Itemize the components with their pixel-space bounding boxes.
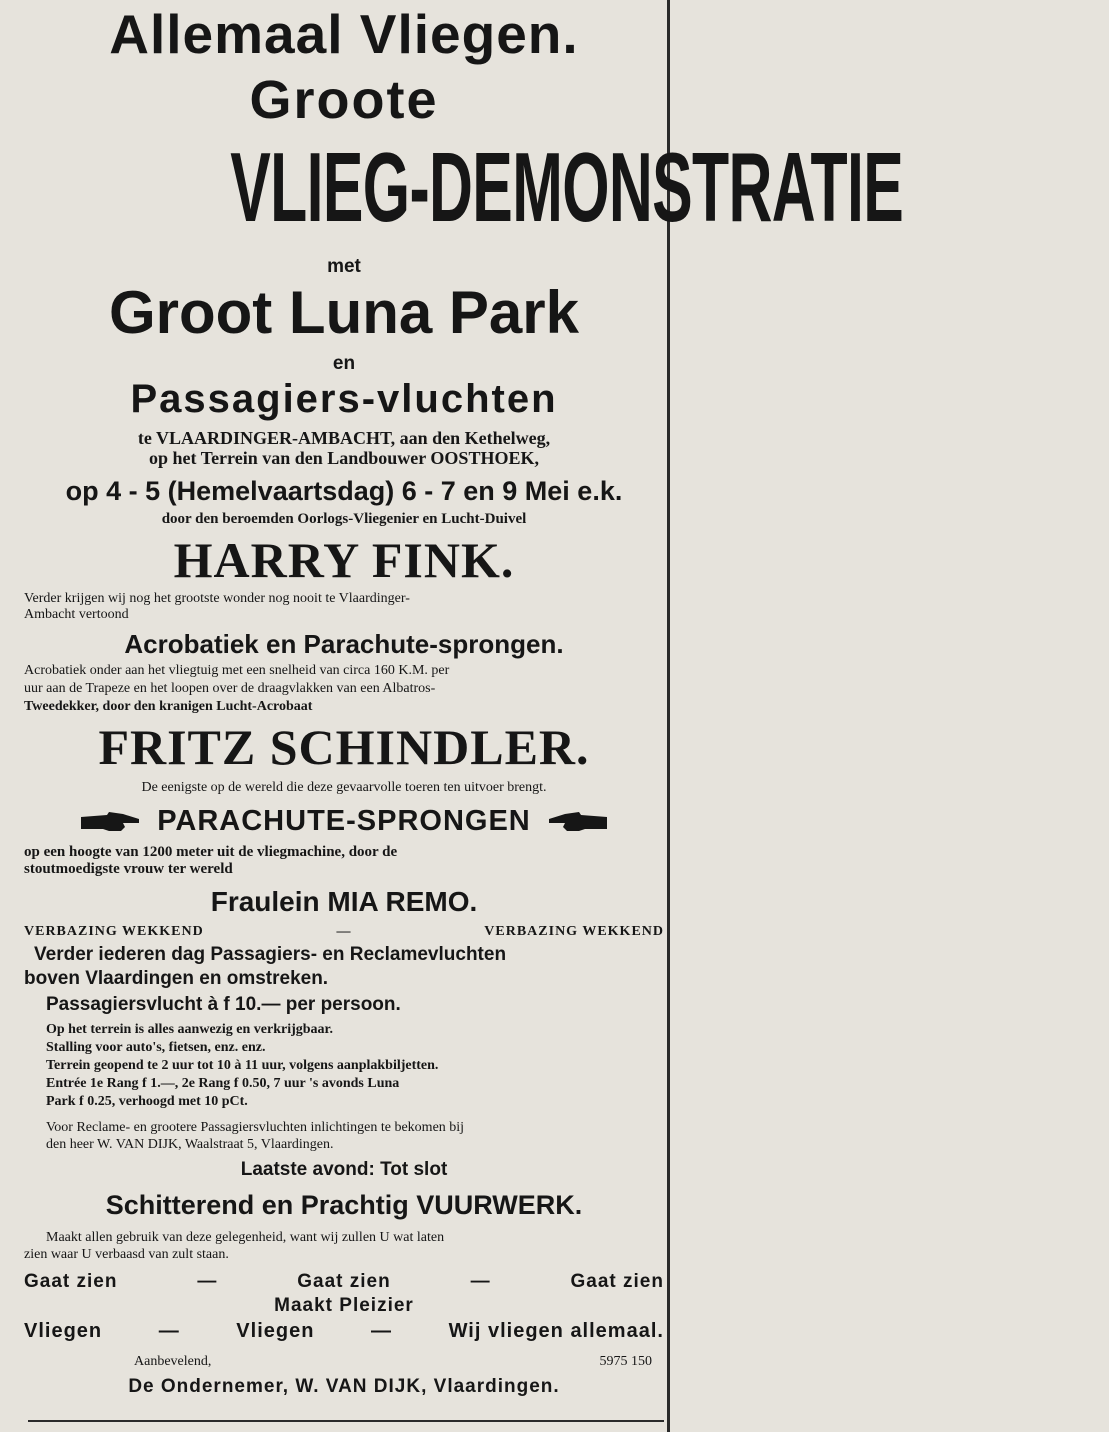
- acro-line-1: Acrobatiek onder aan het vliegtuig met een snelheid van circa 160 K.M. per: [24, 663, 450, 678]
- reclame-line-1: Voor Reclame- en grootere Passagiersvluchten inlichtingen te bekomen bij: [46, 1120, 465, 1135]
- recommend-row: [24, 1354, 664, 1370]
- vliegen-dash-2: —: [371, 1320, 393, 1342]
- verbazing-dash: —: [336, 924, 352, 939]
- unique-line: De eenigste op de wereld die deze gevaarvolle toeren ten uitvoer brengt.: [141, 780, 547, 795]
- last-evening: Laatste avond: Tot slot: [240, 1159, 448, 1180]
- acro-line-2: uur aan de Trapeze en het loopen over de draagvlakken van een Albatros-: [24, 681, 436, 696]
- gaat-zien-row: [24, 1270, 664, 1294]
- gaat-zien-dash-1: —: [197, 1271, 218, 1292]
- acrobat-name: FRITZ SCHINDLER.: [98, 719, 590, 775]
- headline: VLIEG-DEMONSTRATIE: [230, 132, 904, 242]
- info-line-2: Stalling voor auto's, fietsen, enz. enz.: [46, 1040, 266, 1055]
- verbazing-right: VERBAZING WEKKEND: [484, 924, 664, 939]
- price-line: Passagiersvlucht à f 10.— per persoon.: [46, 994, 401, 1015]
- parachute-heading: PARACHUTE-SPRONGEN: [24, 802, 664, 840]
- location-line-2: op het Terrein van den Landbouwer OOSTHOEK,: [149, 448, 539, 468]
- info-line-1: Op het terrein is alles aanwezig en verkrijgbaar.: [46, 1022, 333, 1037]
- en-label: en: [332, 353, 356, 374]
- bottom-rule: [28, 1420, 664, 1422]
- vliegen-row: [24, 1318, 664, 1344]
- reclame-line-2: den heer W. VAN DIJK, Waalstraat 5, Vlaardingen.: [46, 1137, 334, 1152]
- info-line-4: Entrée 1e Rang f 1.—, 2e Rang f 0.50, 7 uur 's avonds Luna: [46, 1076, 400, 1091]
- daily-line-1: Verder iederen dag Passagiers- en Reclamevluchten: [34, 944, 507, 965]
- wonder-line-1: Verder krijgen wij nog het grootste wonder nog nooit te Vlaardinger-: [24, 591, 410, 606]
- acrobatics-heading: Acrobatiek en Parachute-sprongen.: [124, 629, 564, 659]
- pleizier-line: Maakt Pleizier: [274, 1295, 414, 1316]
- daily-line-2: boven Vlaardingen en omstreken.: [24, 968, 329, 989]
- groote-heading: Groote: [249, 70, 439, 130]
- pointing-hand-right-icon: [79, 811, 141, 833]
- signature: De Ondernemer, W. VAN DIJK, Vlaardingen.: [128, 1376, 560, 1397]
- vliegen-dash-1: —: [158, 1320, 180, 1342]
- gaat-zien-3: Gaat zien: [570, 1271, 664, 1292]
- acro-line-3: Tweedekker, door den kranigen Lucht-Acrobaat: [24, 699, 313, 714]
- recommended-label: Aanbevelend,: [134, 1354, 212, 1369]
- verbazing-left: VERBAZING WEKKEND: [24, 924, 204, 939]
- info-line-5: Park f 0.25, verhoogd met 10 pCt.: [46, 1094, 248, 1109]
- height-line-1: op een hoogte van 1200 meter uit de vliegmachine, door de: [24, 844, 398, 860]
- gaat-zien-dash-2: —: [470, 1271, 491, 1292]
- met-label: met: [327, 256, 361, 277]
- fireworks-heading: Schitterend en Prachtig VUURWERK.: [105, 1190, 583, 1220]
- vliegen-1: Vliegen: [24, 1320, 103, 1342]
- ad-title: Allemaal Vliegen.: [109, 3, 579, 65]
- vliegen-3: Wij vliegen allemaal.: [448, 1320, 664, 1342]
- use-line-1: Maakt allen gebruik van deze gelegenheid, want wij zullen U wat laten: [46, 1230, 445, 1245]
- verbazing-row: [24, 924, 664, 940]
- pointing-hand-left-icon: [547, 811, 609, 833]
- gaat-zien-1: Gaat zien: [24, 1271, 118, 1292]
- height-line-2: stoutmoedigste vrouw ter wereld: [24, 861, 233, 877]
- luna-park-heading: Groot Luna Park: [108, 279, 580, 346]
- aviator-name: HARRY FINK.: [173, 532, 515, 588]
- passagiers-heading: Passagiers-vluchten: [130, 377, 558, 421]
- info-line-3: Terrein geopend te 2 uur tot 10 à 11 uur, volgens aanplakbiljetten.: [46, 1058, 439, 1073]
- aviator-intro: door den beroemden Oorlogs-Vliegenier en Lucht-Duivel: [161, 511, 527, 527]
- jumper-name: Fraulein MIA REMO.: [210, 886, 478, 917]
- ad-number: 5975 150: [599, 1354, 652, 1369]
- use-line-2: zien waar U verbaasd van zult staan.: [24, 1247, 229, 1262]
- gaat-zien-2: Gaat zien: [297, 1271, 391, 1292]
- vliegen-2: Vliegen: [236, 1320, 315, 1342]
- wonder-line-2: Ambacht vertoond: [24, 607, 129, 622]
- location-line-1: te VLAARDINGER-AMBACHT, aan den Kethelweg,: [137, 428, 551, 448]
- dates-line: op 4 - 5 (Hemelvaartsdag) 6 - 7 en 9 Mei e.k.: [65, 476, 623, 506]
